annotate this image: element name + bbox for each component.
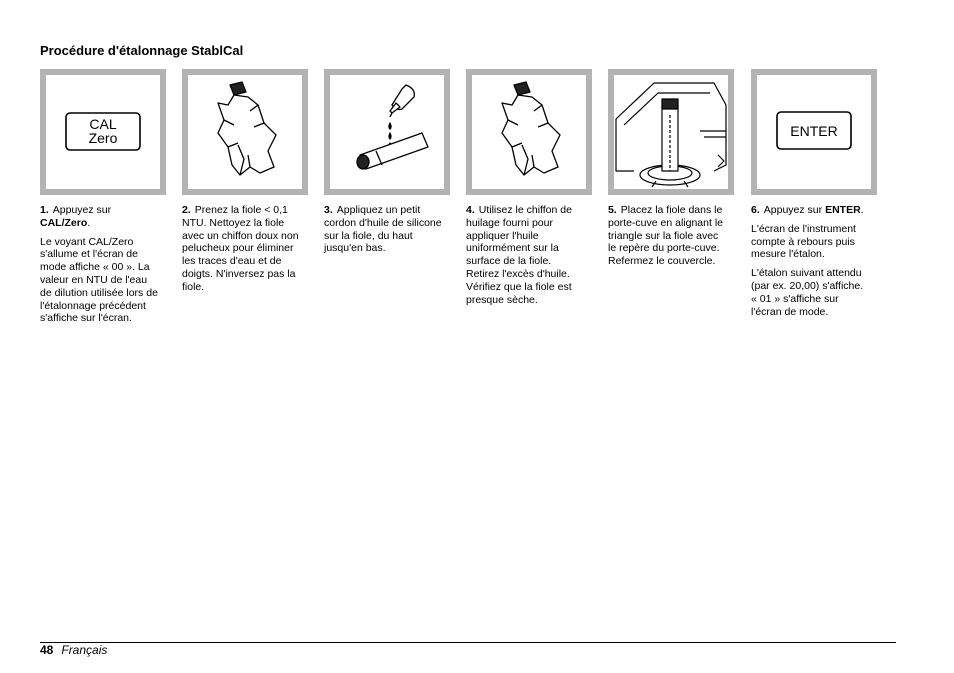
step-number: 2.	[182, 204, 191, 216]
step-2	[182, 69, 308, 300]
step-lead-end: .	[87, 216, 91, 229]
step-keyword: ENTER	[825, 204, 861, 216]
step-5-text	[608, 204, 728, 268]
step-4-text	[466, 204, 586, 306]
step-3-illustration-frame	[324, 69, 450, 195]
step-4	[466, 69, 592, 312]
step-number: 3.	[324, 204, 333, 216]
step-lead: Appuyez sur	[763, 204, 826, 216]
step-paragraph: Le voyant CAL/Zero s'allume et l'écran de mode affiche « 00 ». La valeur en NTU de l'eau de dilution utilisée lors de l'étalonnage précédent s'affiche sur l'écran.	[40, 235, 158, 325]
step-1-text	[40, 204, 160, 325]
step-4-illustration-frame	[466, 69, 592, 195]
footer-language: Français	[61, 643, 108, 657]
step-6-illustration-frame	[751, 69, 877, 195]
step-3-text	[324, 204, 444, 255]
page-number: 48	[40, 643, 54, 657]
step-keyword: CAL/Zero	[40, 216, 88, 229]
step-number: 6.	[751, 204, 760, 216]
step-paragraph: L'écran de l'instrument compte à rebours puis mesure l'étalon.	[751, 222, 856, 261]
wipe-vial-cloth-icon	[472, 75, 586, 189]
step-1	[40, 69, 166, 331]
silicone-oil-dropper-icon	[330, 75, 444, 189]
step-2-text	[182, 204, 302, 294]
step-5-illustration-frame	[608, 69, 734, 195]
cal-key-label-line2: Zero	[88, 130, 118, 146]
page-footer	[40, 643, 107, 657]
step-paragraph: L'étalon suivant attendu (par ex. 20,00) s'affiche. « 01 » s'affiche sur l'écran de mode.	[751, 267, 864, 318]
step-body: Appliquez un petit cordon d'huile de silicone sur la fiole, du haut jusqu'en bas.	[324, 204, 442, 255]
wipe-vial-cloth-icon	[188, 75, 302, 189]
step-1-illustration-frame	[40, 69, 166, 195]
step-body: Utilisez le chiffon de huilage fourni pour appliquer l'huile uniformément sur la surface de la fiole. Retirez l'excès d'huile. Vérifiez que la fiole est presque sèche.	[466, 204, 572, 306]
step-body: Placez la fiole dans le porte-cuve en alignant le triangle sur la fiole avec le repère du porte-cuve. Refermez le couvercle.	[608, 204, 723, 268]
vial-in-cell-holder-icon	[614, 75, 728, 189]
cal-key-label-line1: CAL	[89, 116, 117, 132]
step-number: 4.	[466, 204, 475, 216]
step-2-illustration-frame	[182, 69, 308, 195]
step-6	[751, 69, 877, 324]
step-body: Prenez la fiole < 0,1 NTU. Nettoyez la fiole avec un chiffon doux non pelucheux pour éliminer les traces d'eau et de doigts. N'inversez pas la fiole.	[182, 204, 299, 293]
step-lead-end: .	[860, 204, 864, 216]
step-3	[324, 69, 450, 261]
section-title: Procédure d'étalonnage StablCal	[40, 43, 244, 58]
step-lead: Appuyez sur	[52, 204, 112, 216]
step-6-text	[751, 204, 871, 318]
step-number: 1.	[40, 204, 49, 216]
step-5	[608, 69, 734, 274]
footer-divider	[40, 642, 896, 643]
cal-zero-key-icon	[46, 75, 160, 189]
enter-key-icon	[757, 75, 871, 189]
enter-key-label: ENTER	[790, 123, 838, 139]
step-number: 5.	[608, 204, 617, 216]
